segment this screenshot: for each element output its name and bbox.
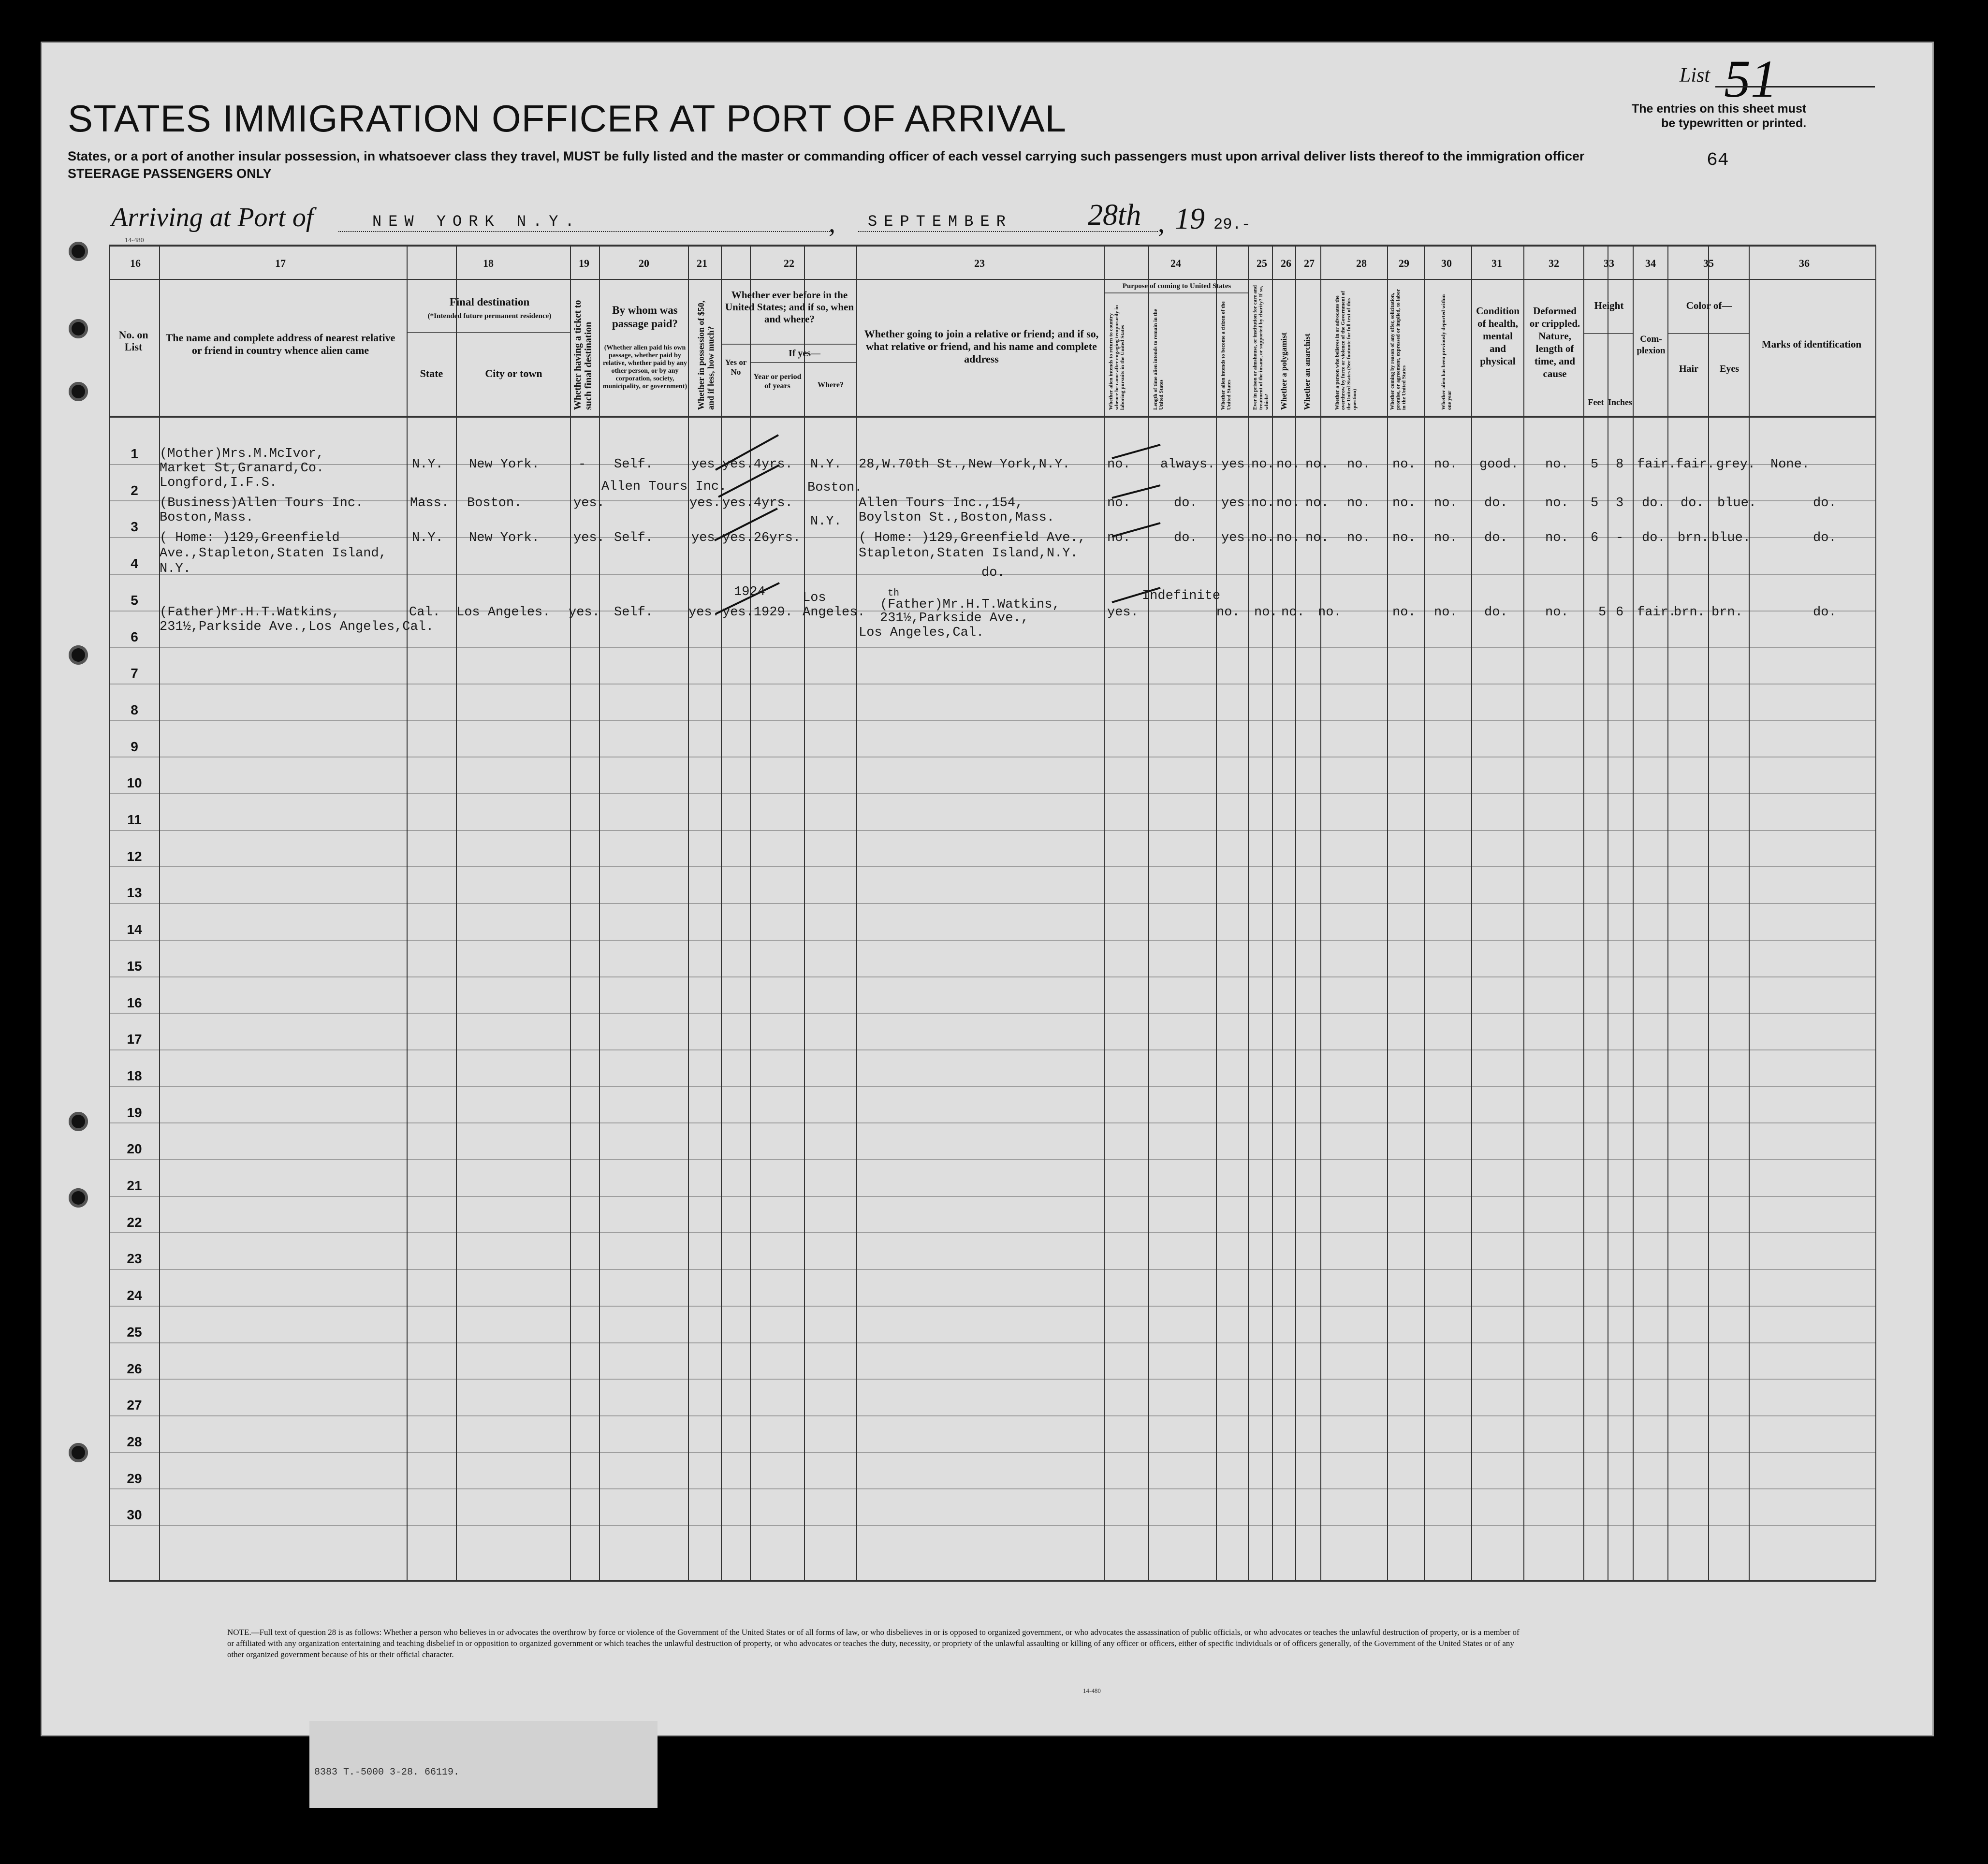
r3-eyes: blue. [1711,531,1751,545]
heading-polygamist: Whether a polygamist [1279,332,1288,410]
r2-relative-line2: Boston,Mass. [160,510,254,525]
row-number: 16 [127,995,142,1010]
column-number: 20 [639,257,649,269]
legal-instruction: States, or a port of another insular possession, in whatsoever class they travel, MUST be fully listed and the master or commanding officer of each vessel carrying such passengers must upon arrival deliver lists thereof to the immigration officer [68,149,1585,163]
column-number: 22 [784,257,794,269]
r5-anarchist: no. [1281,605,1305,620]
row-number: 22 [127,1215,142,1230]
row-number: 8 [131,702,138,717]
heading-complexion: Com-plexion [1637,334,1666,356]
r2-city: Boston. [467,496,522,510]
r5-eyes: brn. [1711,605,1743,620]
r1-length: always. [1160,457,1215,472]
r5-deformed: no. [1545,605,1569,620]
r1-feet: 5 [1591,457,1599,472]
column-number: 32 [1549,257,1559,269]
r2-health: do. [1484,496,1508,510]
r5-q29: no. [1392,605,1416,620]
heading-purpose-length: Length of time alien intends to remain in the United States [1153,309,1164,410]
list-label: List [1680,64,1710,87]
heading-intended-residence: (*Intended future permanent residence) [427,312,552,320]
r1-ticket: - [578,457,586,472]
r1-passage-paid: Self. [614,457,654,472]
heading-feet: Feet [1588,397,1604,407]
row-number: 18 [127,1068,142,1083]
r3-state: N.Y. [412,531,443,545]
r1-city: New York. [469,457,540,472]
r5-money: yes. [688,605,720,620]
r1-hair: fair. [1676,457,1715,472]
r3-passage-paid: Self. [614,531,654,545]
r1-joining: 28,W.70th St.,New York,N.Y. [859,457,1070,472]
form-title: STATES IMMIGRATION OFFICER AT PORT OF ARRIVAL [68,97,1067,140]
r3-hair: brn. [1678,531,1709,545]
footnote-code: 14-480 [1083,1687,1101,1694]
row-number: 1 [131,446,138,461]
r3-relative-line3: N.Y. [160,562,191,576]
r2-eyes: blue. [1717,496,1757,510]
grid-lines [109,246,1876,1581]
r5-state: Cal. [409,605,440,620]
r2-length: do. [1174,496,1198,510]
column-lines [109,246,1876,1581]
sheet-number: 64 [1707,150,1729,171]
r3-joining-line3: do. [981,566,1005,580]
heading-inches: Inches [1608,397,1633,407]
column-number: 18 [483,257,494,269]
r5-before-line1: 1924 [734,585,765,599]
r2-marks: do. [1813,496,1837,510]
r1-inches: 8 [1616,457,1624,472]
r5-th-mark: th [888,588,900,599]
row-number: 10 [127,775,142,790]
r5-joining-line1: (Father)Mr.H.T.Watkins, [880,597,1060,612]
r1-citizen: yes. [1221,457,1253,472]
row-number: 3 [131,519,138,534]
r3-q30: no. [1434,531,1458,545]
r2-money: yes. [689,496,721,510]
r2-prison: no. [1251,496,1275,510]
r1-where: N.Y. [810,457,842,472]
heading-joining-relative: Whether going to join a relative or friend; and if so, what relative or friend, and his name and complete address [864,328,1099,365]
r2-anarchist: no. [1305,496,1329,510]
heading-q29: Whether coming by reason of any offer, solicitation, promise, or agreement, expressed or implied, to labor in the United States [1389,289,1407,410]
r2-joining-line1: Allen Tours Inc.,154, [859,496,1023,510]
r3-joining-line2: Stapleton,Staten Island,N.Y. [859,546,1078,561]
r3-q28: no. [1347,531,1371,545]
r3-where: N.Y. [810,514,842,529]
r3-money: yes [691,531,715,545]
r1-return: no. [1107,457,1131,472]
r5-feet: 5 [1598,605,1607,620]
row-number: 27 [127,1398,142,1413]
r5-relative-line1: (Father)Mr.H.T.Watkins, [160,605,340,620]
r1-eyes: grey. [1716,457,1756,472]
heading-yes-or-no: Yes or No [725,358,747,377]
r1-relative-line1: (Mother)Mrs.M.McIvor, [160,447,324,461]
r5-inches: 6 [1616,605,1624,620]
r3-anarchist: no. [1305,531,1329,545]
heading-purpose-citizen: Whether alien intends to become a citizen of the United States [1220,301,1232,410]
heading-marks: Marks of identification [1761,338,1862,350]
r3-city: New York. [469,531,540,545]
row-number: 25 [127,1325,142,1340]
heading-q30: Whether alien has been previously deported within one year [1441,294,1452,410]
r3-return: no. [1107,531,1131,545]
separator: , [1158,208,1165,238]
r1-prison: no. [1251,457,1275,472]
pen-strike [1112,445,1160,458]
r1-q30: no. [1434,457,1458,472]
r5-polygamist: no. [1254,605,1278,620]
r1-complexion: fair. [1637,457,1677,472]
steerage-label: STEERAGE PASSENGERS ONLY [68,166,272,181]
r2-complexion: do. [1642,496,1666,510]
r3-citizen: yes. [1221,531,1253,545]
r3-length: do. [1174,531,1198,545]
heading-ticket: Whether having a ticket to such final destination [572,300,594,410]
r2-ticket: yes. [573,496,605,510]
heading-health: Condition of health, mental and physical [1476,305,1520,367]
r3-inches: - [1616,531,1624,545]
typewritten-note-line: be typewritten or printed. [1661,116,1807,130]
r2-where: Boston. [807,481,862,495]
heading-anarchist: Whether an anarchist [1302,333,1312,410]
heading-year-period: Year or period of years [753,373,802,390]
r5-city: Los Angeles. [456,605,551,620]
heading-where: Where? [818,381,844,389]
r2-inches: 3 [1616,496,1624,510]
month-value: SEPTEMBER [868,213,1012,231]
r5-marks: do. [1813,605,1837,620]
r1-q29: no. [1392,457,1416,472]
column-number: 19 [579,257,589,269]
column-number: 30 [1441,257,1452,269]
row-number: 21 [127,1178,142,1193]
heading-prison: Ever in prison or almshouse, or institution for care and treatment of the insane, or supported by charity? If so, which? [1252,285,1270,410]
sheet-code: 14-480 [125,237,144,244]
row-number: 23 [127,1251,142,1266]
r3-deformed: no. [1545,531,1569,545]
row-number: 28 [127,1434,142,1449]
heading-purpose-return: Whether alien intends to return to country whence he came after engaging temporarily in laboring pursuits in the United States [1108,305,1126,410]
r5-q28: no. [1318,605,1342,620]
r2-hair: do. [1681,496,1704,510]
column-number: 31 [1491,257,1502,269]
r5-before-line2: yes.1929. [722,605,793,620]
r3-health: do. [1484,531,1508,545]
r5-joining-line2: 231½,Parkside Ave., [880,611,1029,626]
r5-where: Los Angeles. [803,591,865,620]
r1-q28: no. [1347,457,1371,472]
r1-relative-line3: Longford,I.F.S. [160,476,278,490]
heading-state: State [420,367,443,379]
r1-deformed: no. [1545,457,1569,472]
row-number: 4 [131,556,138,571]
r5-return: yes. [1107,605,1139,620]
heading-final-destination: Final destination [449,296,530,308]
row-number: 2 [131,483,138,498]
row-number: 17 [127,1032,142,1047]
row-number: 19 [127,1105,142,1120]
row-number: 29 [127,1471,142,1486]
r3-ticket: yes. [573,531,605,545]
r5-relative-line2: 231½,Parkside Ave.,Los Angeles,Cal. [160,620,434,634]
heading-passage-paid-note: (Whether alien paid his own passage, whether paid by relative, whether paid by any other person, or by any corporation, society, municipality, or government) [602,344,687,390]
heading-ever-before: Whether ever before in the United States; and if so, when and where? [725,289,854,325]
r1-polygamist: no. [1276,457,1300,472]
row-number: 26 [127,1361,142,1376]
r3-polygamist: no. [1276,531,1300,545]
r5-q30: no. [1434,605,1458,620]
r1-state: N.Y. [412,457,443,472]
heading-city: City or town [485,367,542,379]
column-number: 33 [1604,257,1614,269]
r2-citizen: yes. [1221,496,1253,510]
column-number: 28 [1356,257,1367,269]
r1-marks: None. [1770,457,1810,472]
row-number: 9 [131,739,138,754]
r3-marks: do. [1813,531,1837,545]
heading-possession-50: Whether in possession of $50, and if less, how much? [696,300,716,410]
row-number: 11 [127,812,142,827]
row-number: 30 [127,1507,142,1522]
r2-feet: 5 [1591,496,1599,510]
r2-relative-line1: (Business)Allen Tours Inc. [160,496,364,510]
r5-joining-line3: Los Angeles,Cal. [859,626,984,640]
century-value: 19 [1175,203,1205,235]
column-number: 35 [1703,257,1714,269]
column-number: 27 [1304,257,1315,269]
heading-passage-paid: By whom was passage paid? [612,304,678,330]
heading-height: Height [1594,300,1624,311]
column-number: 24 [1170,257,1181,269]
column-number: 34 [1645,257,1656,269]
r1-health: good. [1479,457,1519,472]
r3-q29: no. [1392,531,1416,545]
heading-deformed: Deformed or crippled. Nature, length of time, and cause [1529,305,1580,379]
row-number: 7 [131,666,138,681]
r1-anarchist: no. [1305,457,1329,472]
row-number: 15 [127,959,142,974]
day-value: 28th [1088,199,1141,232]
row-number: 12 [127,849,142,864]
r5-prison: no. [1216,605,1240,620]
r2-deformed: no. [1545,496,1569,510]
r3-relative-line2: Ave.,Stapleton,Staten Island, [160,546,387,561]
heading-q28: Whether a person who believes in or advocates the overthrow by force or violence of the Government of the United States (See footnote for full text of this question) [1334,291,1358,410]
separator: , [829,208,835,238]
column-number: 36 [1799,257,1810,269]
heading-no-on-list: No. on List [118,329,148,353]
column-number: 23 [974,257,985,269]
r3-complexion: do. [1642,531,1666,545]
r5-ticket: yes. [569,605,600,620]
column-number: 21 [697,257,707,269]
heading-nearest-relative: The name and complete address of nearest relative or friend in country whence alien came [165,332,395,356]
r3-before: yes.26yrs. [722,531,801,545]
heading-if-yes: If yes— [788,348,821,359]
row-number: 5 [131,593,138,608]
r1-before: yes.4yrs. [722,457,793,472]
arriving-label: Arriving at Port of [111,203,314,233]
r2-state: Mass. [410,496,450,510]
stub-print-code: 8383 T.-5000 3-28. 66119. [314,1767,460,1778]
r2-joining-line2: Boylston St.,Boston,Mass. [859,510,1055,525]
r5-passage-paid: Self. [614,605,654,620]
r2-q28: no. [1347,496,1371,510]
list-number: 51 [1724,49,1777,108]
column-number: 26 [1281,257,1291,269]
heading-hair: Hair [1679,364,1698,374]
year-value: 29.- [1213,216,1251,233]
r2-passage-paid: Allen Tours Inc. [601,480,727,494]
footnote-question-28: NOTE.—Full text of question 28 is as follows: Whether a person who believes in or advocates the overthrow by force or violence of the Government of the United States or of all forms of law, or who disbelieves in or is opposed to organized government, or who advocates the assassination of public officials, or who advocates or teaches the unlawful destruction of property, or is a member of or affiliated with any organization entertaining and teaching disbelief in or opposition to organized government or which teaches the unlawful destruction of property, or who advocates or teaches the duty, necessity, or propriety of the unlawful assaulting or killing of any officer or officers, either of specific individuals or of officers generally, of the Government of the United States or of any other organized government because of his or their official character. [227,1628,1520,1659]
heading-color-of: Color of— [1686,300,1732,311]
row-number: 14 [127,922,142,937]
row-number: 6 [131,629,138,644]
row-number: 24 [127,1288,142,1303]
r2-polygamist: no. [1276,496,1300,510]
column-number: 25 [1257,257,1267,269]
r5-hair: brn. [1674,605,1705,620]
r2-q29: no. [1392,496,1416,510]
heading-purpose: Purpose of coming to United States [1122,282,1231,290]
column-number: 29 [1399,257,1409,269]
column-number: 17 [275,257,286,269]
heading-eyes: Eyes [1720,364,1739,374]
r2-return: no. [1107,496,1131,510]
port-value: NEW YORK N.Y. [372,213,581,231]
column-number: 16 [130,257,141,269]
r5-length: Indefinite [1142,589,1221,603]
r1-relative-line2: Market St,Granard,Co. [160,461,324,476]
r2-q30: no. [1434,496,1458,510]
typewritten-note-line: The entries on this sheet must [1632,102,1807,116]
row-number: 20 [127,1141,142,1156]
r3-joining-line1: ( Home: )129,Greenfield Ave., [859,531,1086,545]
r5-health: do. [1484,605,1508,620]
r2-before: yes.4yrs. [722,496,793,510]
r5-complexion: fair. [1637,605,1677,620]
r1-money: yes [691,457,715,472]
r3-feet: 6 [1591,531,1599,545]
row-number: 13 [127,885,142,900]
r3-prison: no. [1251,531,1275,545]
r3-relative-line1: ( Home: )129,Greenfield [160,531,340,545]
